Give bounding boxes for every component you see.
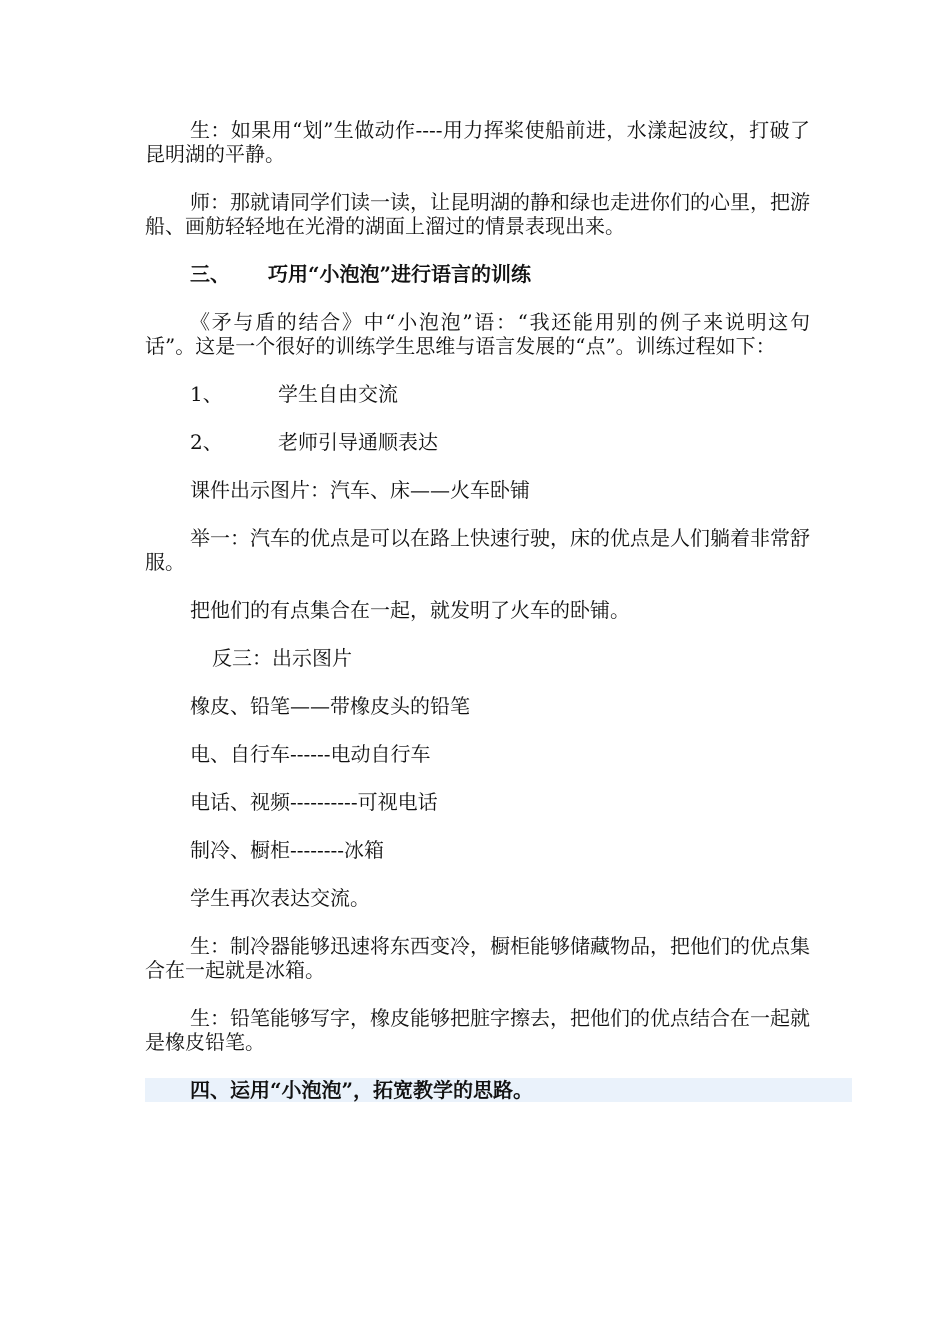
paragraph-teacher-instruction: 师：那就请同学们读一读，让昆明湖的静和绿也走进你们的心里，把游船、画舫轻轻地在光滑的湖面上溜过的情景表现出来。	[145, 190, 810, 238]
paragraph-student-exchange: 学生再次表达交流。	[190, 886, 370, 910]
paragraph-bubble-intro: 《矛与盾的结合》中“小泡泡”语：“我还能用别的例子来说明这句话”。这是一个很好的训练学生思维与语言发展的“点”。训练过程如下：	[145, 310, 810, 358]
section-heading-3	[145, 262, 810, 286]
list-item-text: 学生自由交流	[278, 382, 398, 406]
list-item-text: 老师引导通顺表达	[278, 430, 438, 454]
example-line-eraser-pencil: 橡皮、铅笔——带橡皮头的铅笔	[190, 694, 470, 718]
paragraph-student-answer-pencil: 生：铅笔能够写字，橡皮能够把脏字擦去，把他们的优点结合在一起就是橡皮铅笔。	[145, 1006, 810, 1054]
paragraph-student-answer-fridge: 生：制冷器能够迅速将东西变冷，橱柜能够储藏物品，把他们的优点集合在一起就是冰箱。	[145, 934, 810, 982]
example-line-electric-bike: 电、自行车------电动自行车	[190, 742, 431, 766]
example-line-fridge: 制冷、橱柜--------冰箱	[190, 838, 385, 862]
list-item-1	[145, 382, 810, 406]
paragraph-example-three: 反三：出示图片	[212, 646, 352, 670]
section-number: 三、	[190, 262, 230, 286]
paragraph-student-answer-1: 生：如果用“划”生做动作----用力挥桨使船前进，水漾起波纹，打破了昆明湖的平静。	[145, 118, 810, 166]
list-number: 2、	[190, 430, 223, 454]
paragraph-courseware: 课件出示图片：汽车、床——火车卧铺	[190, 478, 530, 502]
example-line-video-phone: 电话、视频----------可视电话	[190, 790, 438, 814]
section-heading-4: 四、运用“小泡泡”，拓宽教学的思路。	[145, 1078, 852, 1102]
list-item-2	[145, 430, 810, 454]
section-title: 巧用“小泡泡”进行语言的训练	[268, 262, 532, 286]
list-number: 1、	[190, 382, 223, 406]
paragraph-combine-result: 把他们的有点集合在一起，就发明了火车的卧铺。	[190, 598, 630, 622]
document-page	[145, 118, 810, 1126]
paragraph-example-one: 举一：汽车的优点是可以在路上快速行驶，床的优点是人们躺着非常舒服。	[145, 526, 810, 574]
